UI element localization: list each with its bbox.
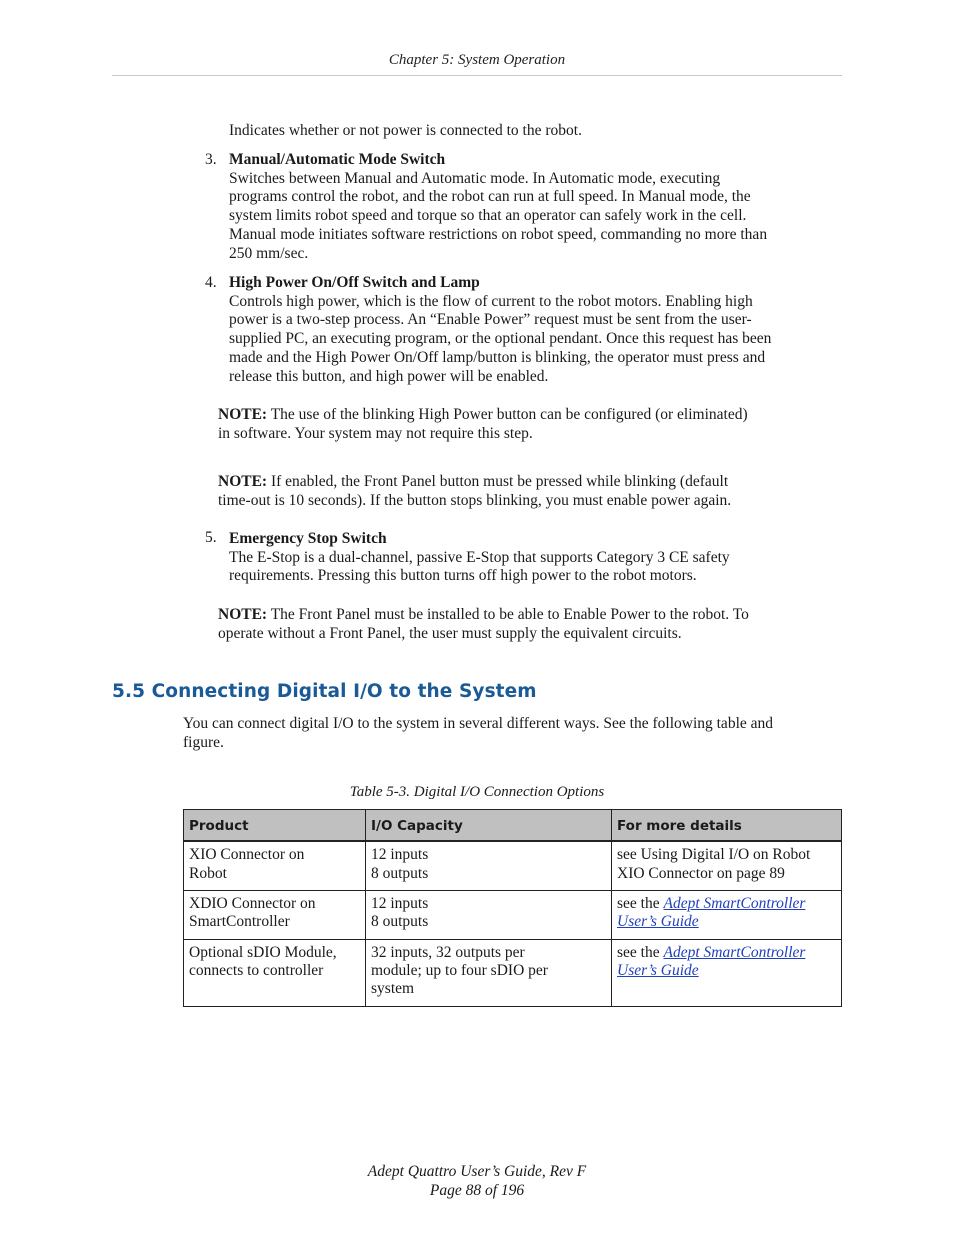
cell-capacity: 32 inputs, 32 outputs per module; up to four sDIO per system [366,939,612,1006]
note-text: If enabled, the Front Panel button must be pressed while blinking (default [267,473,729,490]
note-text: in software. Your system may not require this step. [218,424,533,442]
smartcontroller-guide-link[interactable]: User’s Guide [617,913,699,931]
list-item-estop-switch [229,530,730,586]
column-header-product: Product [184,810,366,842]
section-intro [183,715,773,752]
smartcontroller-guide-link[interactable]: Adept SmartController [663,894,806,912]
section-intro-line: You can connect digital I/O to the system in several different ways. See the following table and [183,715,774,732]
note-label: NOTE: [218,606,268,623]
note-blinking-button [218,406,748,443]
running-header: Chapter 5: System Operation [388,52,566,68]
list-item-title: Manual/Automatic Mode Switch [229,151,446,168]
cell-product: XDIO Connector on SmartController [184,890,366,939]
cell-product: XIO Connector on Robot [184,841,366,890]
smartcontroller-guide-link[interactable]: Adept SmartController [663,943,806,961]
list-item-text-line: supplied PC, an executing program, or the optional pendant. Once this request has been [229,330,772,348]
section-heading: 5.5 Connecting Digital I/O to the System [112,681,537,702]
table-row [184,841,842,890]
note-text: operate without a Front Panel, the user must supply the equivalent circuits. [218,624,682,642]
note-text: The use of the blinking High Power button can be configured (or eliminated) [267,406,748,423]
list-item-text-line: 250 mm/sec. [229,244,309,262]
cell-details: see Using Digital I/O on Robot XIO Connector on page 89 [612,841,842,890]
list-item-text-line: system limits robot speed and torque so that an operator can safely work in the cell. [229,207,747,225]
note-label: NOTE: [218,473,268,490]
cell-details: see the Adept SmartController User’s Guide [612,890,842,939]
footer-doc-title: Adept Quattro User’s Guide, Rev F [367,1163,587,1180]
note-front-panel-timeout [218,473,731,510]
list-item-text-line: release this button, and high power will be enabled. [229,367,549,385]
table-row [184,939,842,1006]
table-header-row [184,810,842,842]
note-label: NOTE: [218,406,268,423]
list-item-text-line: Manual mode initiates software restrictions on robot speed, commanding no more than [229,225,768,243]
cell-details: see the Adept SmartController User’s Guide [612,939,842,1006]
list-item-text-line: programs control the robot, and the robot can run at full speed. In Manual mode, the [229,188,751,206]
list-item-text-line: made and the High Power On/Off lamp/button is blinking, the operator must press and [229,348,766,366]
list-number: 4. [205,274,217,291]
list-number: 3. [205,151,217,168]
column-header-io-capacity: I/O Capacity [366,810,612,842]
list-item-title: High Power On/Off Switch and Lamp [229,274,480,291]
list-item-high-power-switch [229,274,771,386]
digital-io-options-table [183,809,842,1007]
header-divider [112,75,842,76]
cell-capacity: 12 inputs 8 outputs [366,890,612,939]
cell-product: Optional sDIO Module, connects to controller [184,939,366,1006]
list-item-text-line: Controls high power, which is the flow of current to the robot motors. Enabling high [229,292,753,310]
smartcontroller-guide-link[interactable]: User’s Guide [617,962,699,980]
footer-page-number: Page 88 of 196 [429,1182,525,1199]
table-caption: Table 5-3. Digital I/O Connection Options [349,784,605,800]
note-front-panel-required [218,606,749,643]
note-text: time-out is 10 seconds). If the button stops blinking, you must enable power again. [218,491,732,509]
list-item-manual-auto-switch [229,151,767,263]
list-item-title: Emergency Stop Switch [229,530,387,547]
note-text: The Front Panel must be installed to be able to Enable Power to the robot. To [267,606,749,623]
section-intro-line: figure. [183,733,224,751]
list-item-text-line: The E-Stop is a dual-channel, passive E-Stop that supports Category 3 CE safety [229,548,730,566]
column-header-details: For more details [612,810,842,842]
list-item-text-line: Switches between Manual and Automatic mode. In Automatic mode, executing [229,169,721,187]
list-number: 5. [205,529,217,546]
list-item-text-line: power is a two-step process. An “Enable Power” request must be sent from the user- [229,311,752,329]
cell-capacity: 12 inputs 8 outputs [366,841,612,890]
table-row [184,890,842,939]
power-indicator-description: Indicates whether or not power is connected to the robot. [229,122,582,139]
list-item-text-line: requirements. Pressing this button turns off high power to the robot motors. [229,567,697,585]
